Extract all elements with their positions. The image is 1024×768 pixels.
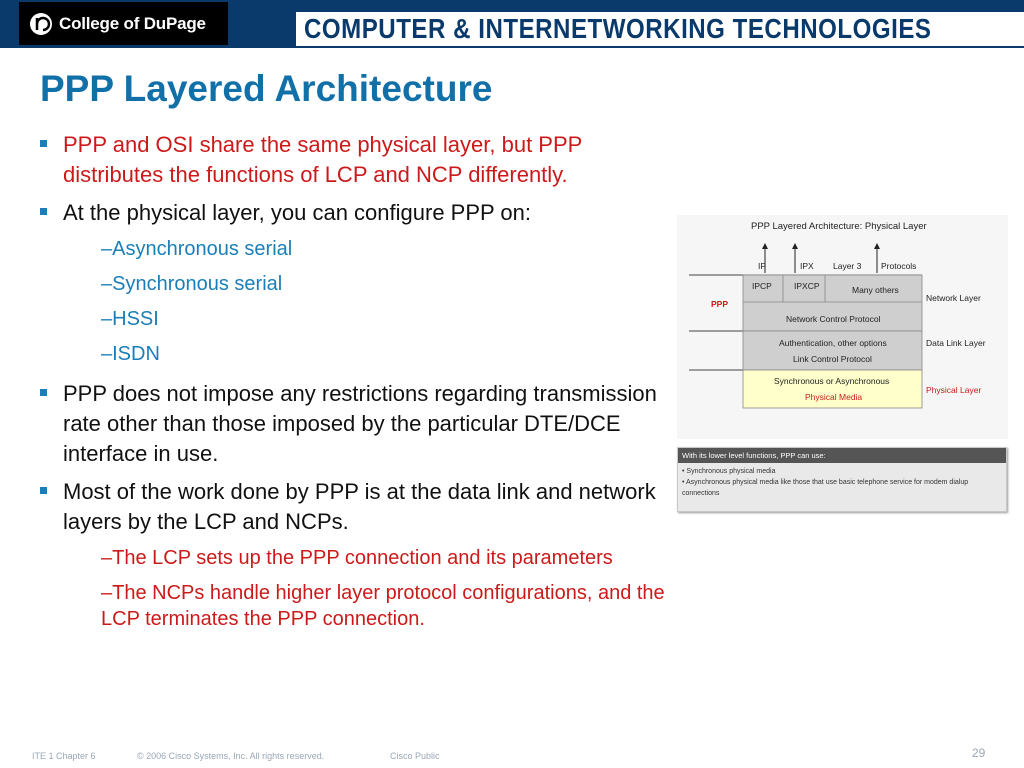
footer-classification: Cisco Public: [390, 751, 440, 761]
caption-line: • Synchronous physical media: [682, 468, 776, 475]
ncp-label: Network Control Protocol: [786, 314, 881, 324]
list-item: –The NCPs handle higher layer protocol configurations, and the LCP terminates the PPP connection.: [101, 582, 665, 630]
diagram-title: PPP Layered Architecture: Physical Layer: [751, 221, 927, 232]
many-others-cell: Many others: [852, 285, 899, 295]
ipxcp-cell: IPXCP: [794, 281, 820, 291]
lcp-ncp-list: [40, 545, 670, 632]
list-item: –ISDN: [101, 343, 160, 365]
bullet-lcp-ncp-work: [40, 477, 670, 537]
diagram-graphics: [677, 215, 1008, 439]
bullet-text: Most of the work done by PPP is at the data link and network layers by the LCP and NCPs.: [63, 479, 656, 534]
bullet-square-icon: [40, 208, 47, 215]
college-logo-icon: [29, 12, 53, 36]
physical-options-list: [40, 236, 670, 367]
program-banner-text: COMPUTER & INTERNETWORKING TECHNOLOGIES: [304, 13, 932, 44]
page-number: 29: [972, 746, 986, 760]
layer3-label: Layer 3: [833, 261, 862, 271]
bullet-square-icon: [40, 487, 47, 494]
ppp-label: PPP: [711, 299, 729, 309]
bullet-physical-config: [40, 198, 670, 228]
physical-media-label: Physical Media: [805, 392, 863, 402]
footer-course: ITE 1 Chapter 6: [32, 751, 96, 761]
caption-box: [677, 447, 1007, 512]
program-banner: [296, 12, 1024, 46]
protocol-label: IP: [758, 261, 767, 271]
bullet-square-icon: [40, 140, 47, 147]
caption-body: [678, 463, 1006, 502]
caption-heading: With its lower level functions, PPP can use:: [678, 448, 1006, 463]
arrow-up-icon: [792, 243, 798, 249]
bullet-text: At the physical layer, you can configure PPP on:: [63, 200, 531, 225]
arrow-up-icon: [762, 243, 768, 249]
bullet-osi-comparison: [40, 130, 670, 190]
caption-line: • Asynchronous physical media like those that use basic telephone service for modem dialup connections: [682, 479, 969, 497]
physical-layer-label: Physical Layer: [926, 385, 982, 395]
network-layer-label: Network Layer: [926, 293, 981, 303]
slide-title: PPP Layered Architecture: [40, 68, 493, 109]
lcp-box: [743, 331, 922, 370]
lcp-label: Link Control Protocol: [793, 354, 872, 364]
college-name: College of DuPage: [59, 13, 206, 33]
arrow-up-icon: [874, 243, 880, 249]
data-link-layer-label: Data Link Layer: [926, 338, 986, 348]
list-item: –Asynchronous serial: [101, 238, 293, 260]
list-item: –The LCP sets up the PPP connection and its parameters: [101, 547, 613, 569]
bullet-text: PPP does not impose any restrictions regarding transmission rate other than those imposed by the particular DTE/DCE interface in use.: [63, 381, 657, 466]
lcp-options-label: Authentication, other options: [779, 338, 887, 348]
protocol-label: IPX: [800, 261, 814, 271]
protocols-label: Protocols: [881, 261, 917, 271]
bullet-text: PPP and OSI share the same physical layer, but PPP distributes the functions of LCP and NCP differently.: [63, 132, 582, 187]
slide-content: [40, 130, 670, 641]
list-item: –HSSI: [101, 308, 159, 330]
sync-async-label: Synchronous or Asynchronous: [774, 376, 890, 386]
footer-copyright: © 2006 Cisco Systems, Inc. All rights reserved.: [137, 751, 325, 761]
list-item: –Synchronous serial: [101, 273, 283, 295]
college-logo: [19, 2, 228, 45]
ppp-architecture-diagram: [677, 215, 1008, 439]
ipcp-cell: IPCP: [752, 281, 772, 291]
bullet-square-icon: [40, 389, 47, 396]
bullet-transmission-rate: [40, 379, 670, 469]
header-bar: [0, 0, 1024, 48]
